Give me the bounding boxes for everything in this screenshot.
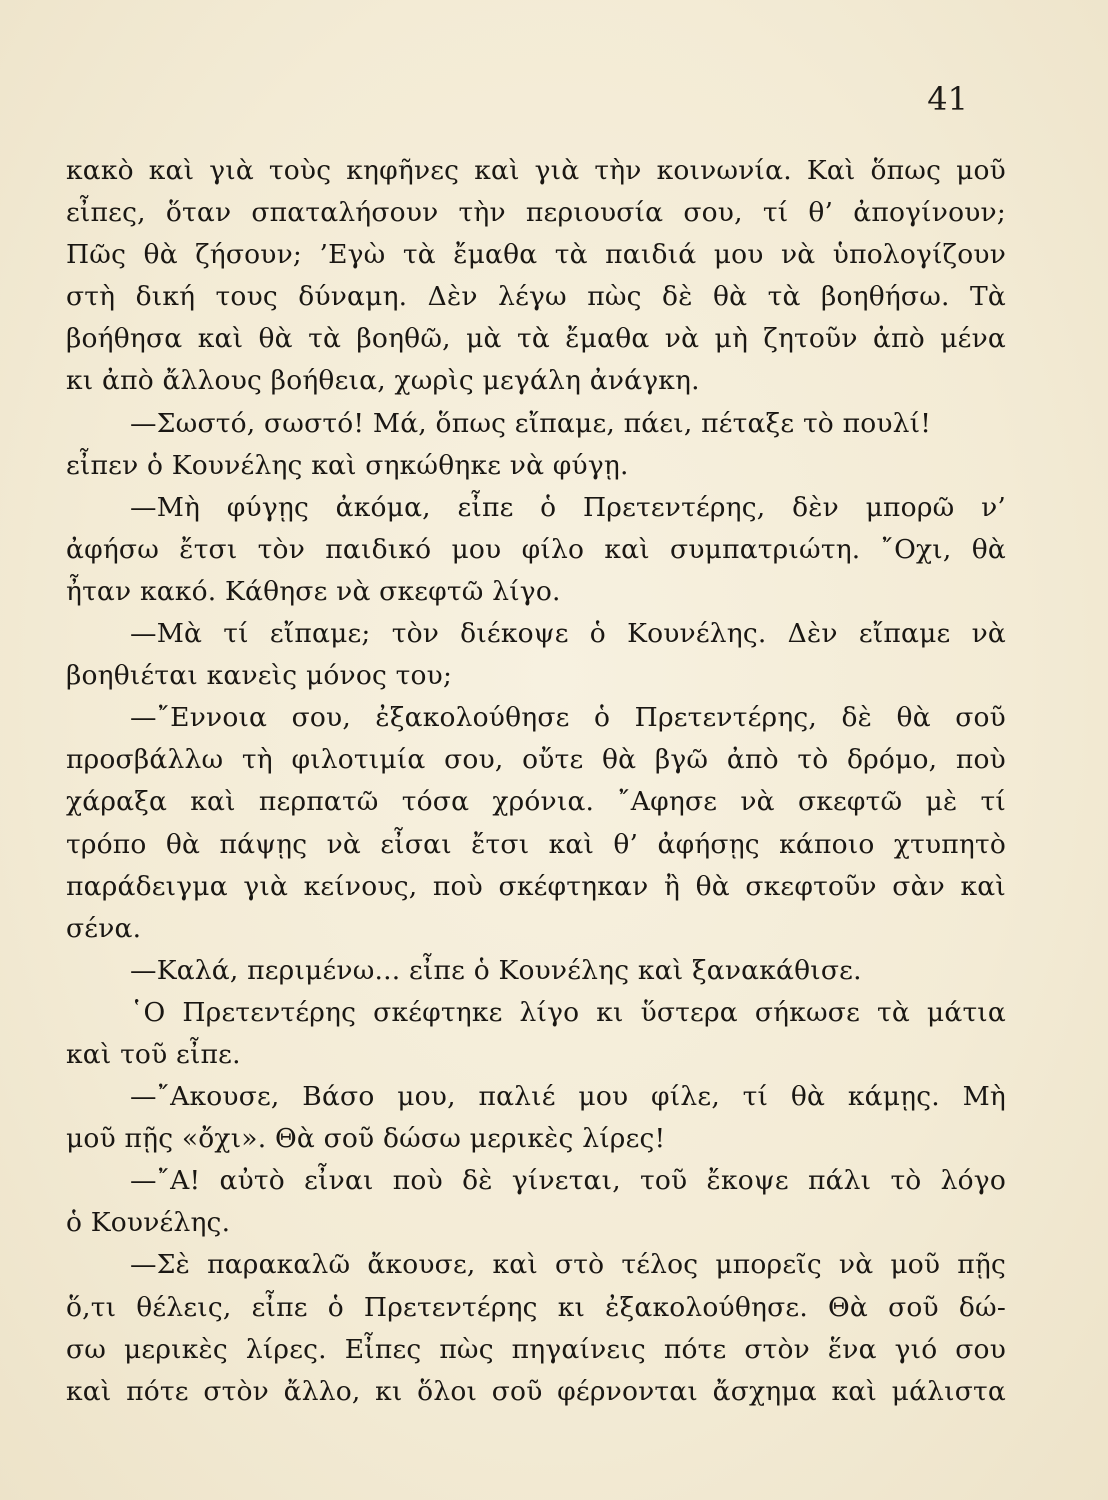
text-line: κι ἀπὸ ἄλλους βοήθεια, χωρὶς μεγάλη ἀνάγκη. (66, 365, 700, 397)
text-line: χάραξα καὶ περπατῶ τόσα χρόνια. ῎Αφησε νὰ σκεφτῶ μὲ τί (66, 786, 1006, 818)
text-line: καὶ πότε στὸν ἄλλο, κι ὅλοι σοῦ φέρνονται ἄσχημα καὶ μάλιστα (66, 1375, 1006, 1407)
text-line: Πῶς θὰ ζήσουν; ’Εγὼ τὰ ἔμαθα τὰ παιδιά μου νὰ ὑπολογίζουν (66, 239, 1006, 271)
text-line: τρόπο θὰ πάψῃς νὰ εἶσαι ἔτσι καὶ θ’ ἀφήσῃς κάποιο χτυπητὸ (66, 828, 1006, 860)
text-line: καὶ τοῦ εἶπε. (66, 1038, 241, 1070)
text-line: —῎Ακουσε, Βάσο μου, παλιέ μου φίλε, τί θὰ κάμῃς. Μὴ (130, 1081, 1006, 1113)
text-line: —Μὰ τί εἴπαμε; τὸν διέκοψε ὁ Κουνέλης. Δὲν εἴπαμε νὰ (130, 618, 1006, 650)
text-line: —Σωστό, σωστό! Μά, ὅπως εἴπαμε, πάει, πέταξε τὸ πουλί! (130, 407, 932, 439)
text-line: —῎Α! αὐτὸ εἶναι ποὺ δὲ γίνεται, τοῦ ἔκοψε πάλι τὸ λόγο (130, 1165, 1006, 1197)
text-line: ὁ Κουνέλης. (66, 1207, 231, 1239)
text-line: —Καλά, περιμένω... εἶπε ὁ Κουνέλης καὶ ξανακάθισε. (130, 954, 862, 986)
text-line: σω μερικὲς λίρες. Εἶπες πὼς πηγαίνεις πότε στὸν ἕνα γιό σου (66, 1333, 1006, 1365)
text-line: ὅ,τι θέλεις, εἶπε ὁ Πρετεντέρης κι ἐξακολούθησε. Θὰ σοῦ δώ- (66, 1291, 1006, 1323)
text-line: μοῦ πῇς «ὄχι». Θὰ σοῦ δώσω μερικὲς λίρες! (66, 1123, 666, 1155)
text-line: βοηθιέται κανεὶς μόνος του; (66, 660, 453, 692)
text-line: ἦταν κακό. Κάθησε νὰ σκεφτῶ λίγο. (66, 575, 561, 607)
text-line: κακὸ καὶ γιὰ τοὺς κηφῆνες καὶ γιὰ τὴν κοινωνία. Καὶ ὅπως μοῦ (66, 155, 1006, 186)
text-line: βοήθησα καὶ θὰ τὰ βοηθῶ, μὰ τὰ ἔμαθα νὰ μὴ ζητοῦν ἀπὸ μένα (66, 323, 1006, 355)
text-line: ἀφήσω ἔτσι τὸν παιδικό μου φίλο καὶ συμπατριώτη. ῎Οχι, θὰ (66, 533, 1006, 565)
text-line: εἶπεν ὁ Κουνέλης καὶ σηκώθηκε νὰ φύγῃ. (66, 449, 629, 481)
text-line: παράδειγμα γιὰ κείνους, ποὺ σκέφτηκαν ἢ θὰ σκεφτοῦν σὰν καὶ (66, 870, 1006, 902)
text-line: σένα. (66, 912, 142, 944)
page-number: 41 (927, 80, 968, 118)
text-line: εἶπες, ὅταν σπαταλήσουν τὴν περιουσία σου, τί θ’ ἀπογίνουν; (66, 197, 1006, 229)
text-line: —῎Εννοια σου, ἐξακολούθησε ὁ Πρετεντέρης, δὲ θὰ σοῦ (130, 702, 1006, 734)
body-text (66, 150, 1006, 1413)
text-line: προσβάλλω τὴ φιλοτιμία σου, οὔτε θὰ βγῶ ἀπὸ τὸ δρόμο, ποὺ (66, 744, 1006, 776)
text-line: στὴ δική τους δύναμη. Δὲν λέγω πὼς δὲ θὰ τὰ βοηθήσω. Τὰ (66, 281, 1006, 313)
text-line: ῾Ο Πρετεντέρης σκέφτηκε λίγο κι ὕστερα σήκωσε τὰ μάτια (130, 996, 1006, 1028)
text-line: —Μὴ φύγῃς ἀκόμα, εἶπε ὁ Πρετεντέρης, δὲν μπορῶ ν’ (130, 491, 1006, 523)
text-line: —Σὲ παρακαλῶ ἄκουσε, καὶ στὸ τέλος μπορεῖς νὰ μοῦ πῇς (130, 1249, 1006, 1281)
